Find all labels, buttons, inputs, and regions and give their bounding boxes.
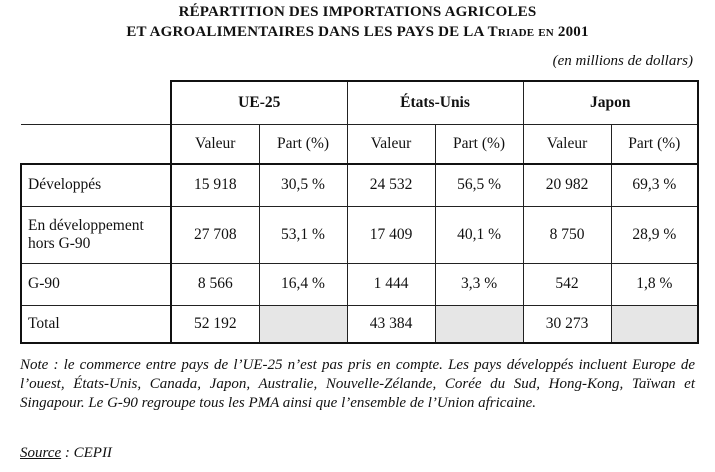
corner-cell-2 bbox=[21, 124, 171, 164]
title-line-1: RÉPARTITION DES IMPORTATIONS AGRICOLES bbox=[178, 4, 537, 20]
subheader-valeur: Valeur bbox=[347, 124, 435, 164]
cell-share: 53,1 % bbox=[259, 206, 347, 263]
cell-value: 24 532 bbox=[347, 164, 435, 206]
subheader-row bbox=[21, 124, 698, 164]
group-header-ue25: UE-25 bbox=[171, 81, 347, 124]
cell-value: 1 444 bbox=[347, 263, 435, 305]
cell-value: 27 708 bbox=[171, 206, 259, 263]
cell-value: 542 bbox=[523, 263, 611, 305]
cell-value: 8 566 bbox=[171, 263, 259, 305]
footnote: Note : le commerce entre pays de l’UE-25 n’est pas pris en compte. Les pays développés incluent Europe de l’ouest, États-Unis, Canada, Japon, Australie, Nouvelle-Zélande, Corée du Sud, Hong-Kong, Taïwan et Singapour. Le G-90 regroupe tous les PMA ainsi que l’ensemble de l’Union africaine. bbox=[20, 357, 695, 411]
row-label bbox=[21, 206, 171, 263]
subheader-valeur: Valeur bbox=[523, 124, 611, 164]
cell-value: 17 409 bbox=[347, 206, 435, 263]
subheader-part: Part (%) bbox=[259, 124, 347, 164]
row-label-line-2: hors G-90 bbox=[28, 234, 91, 252]
cell-share: 16,4 % bbox=[259, 263, 347, 305]
subheader-part: Part (%) bbox=[435, 124, 523, 164]
source-separator: : bbox=[61, 445, 74, 461]
cell-share: 1,8 % bbox=[611, 263, 698, 305]
table-row bbox=[21, 263, 698, 305]
cell-value: 20 982 bbox=[523, 164, 611, 206]
group-header-usa: États-Unis bbox=[347, 81, 523, 124]
cell-share: 69,3 % bbox=[611, 164, 698, 206]
table-title bbox=[0, 2, 715, 42]
cell-value: 15 918 bbox=[171, 164, 259, 206]
title-line-2-year: 2001 bbox=[553, 24, 589, 40]
subheader-part: Part (%) bbox=[611, 124, 698, 164]
row-label: Total bbox=[21, 305, 171, 343]
title-line-2-prefix: ET AGROALIMENTAIRES DANS LES PAYS DE LA bbox=[126, 24, 488, 40]
cell-empty bbox=[259, 305, 347, 343]
source-label: Source bbox=[20, 445, 62, 461]
cell-share: 56,5 % bbox=[435, 164, 523, 206]
imports-table bbox=[20, 80, 699, 344]
title-line-2-smallcaps: Triade en bbox=[487, 24, 554, 40]
cell-share: 3,3 % bbox=[435, 263, 523, 305]
cell-value: 8 750 bbox=[523, 206, 611, 263]
table-row-total bbox=[21, 305, 698, 343]
unit-note: (en millions de dollars) bbox=[552, 53, 693, 69]
title-line-2 bbox=[0, 22, 715, 42]
row-label: Développés bbox=[21, 164, 171, 206]
row-label-line-1: En développement bbox=[28, 216, 144, 234]
source-line bbox=[20, 445, 112, 462]
cell-value: 30 273 bbox=[523, 305, 611, 343]
cell-value: 52 192 bbox=[171, 305, 259, 343]
corner-cell bbox=[21, 81, 171, 124]
table-row bbox=[21, 164, 698, 206]
cell-share: 40,1 % bbox=[435, 206, 523, 263]
cell-value: 43 384 bbox=[347, 305, 435, 343]
source-value: CEPII bbox=[73, 445, 112, 461]
group-header-row bbox=[21, 81, 698, 124]
row-label: G-90 bbox=[21, 263, 171, 305]
cell-empty bbox=[435, 305, 523, 343]
cell-share: 28,9 % bbox=[611, 206, 698, 263]
group-header-japan: Japon bbox=[523, 81, 698, 124]
subheader-valeur: Valeur bbox=[171, 124, 259, 164]
cell-empty bbox=[611, 305, 698, 343]
table-row bbox=[21, 206, 698, 263]
cell-share: 30,5 % bbox=[259, 164, 347, 206]
